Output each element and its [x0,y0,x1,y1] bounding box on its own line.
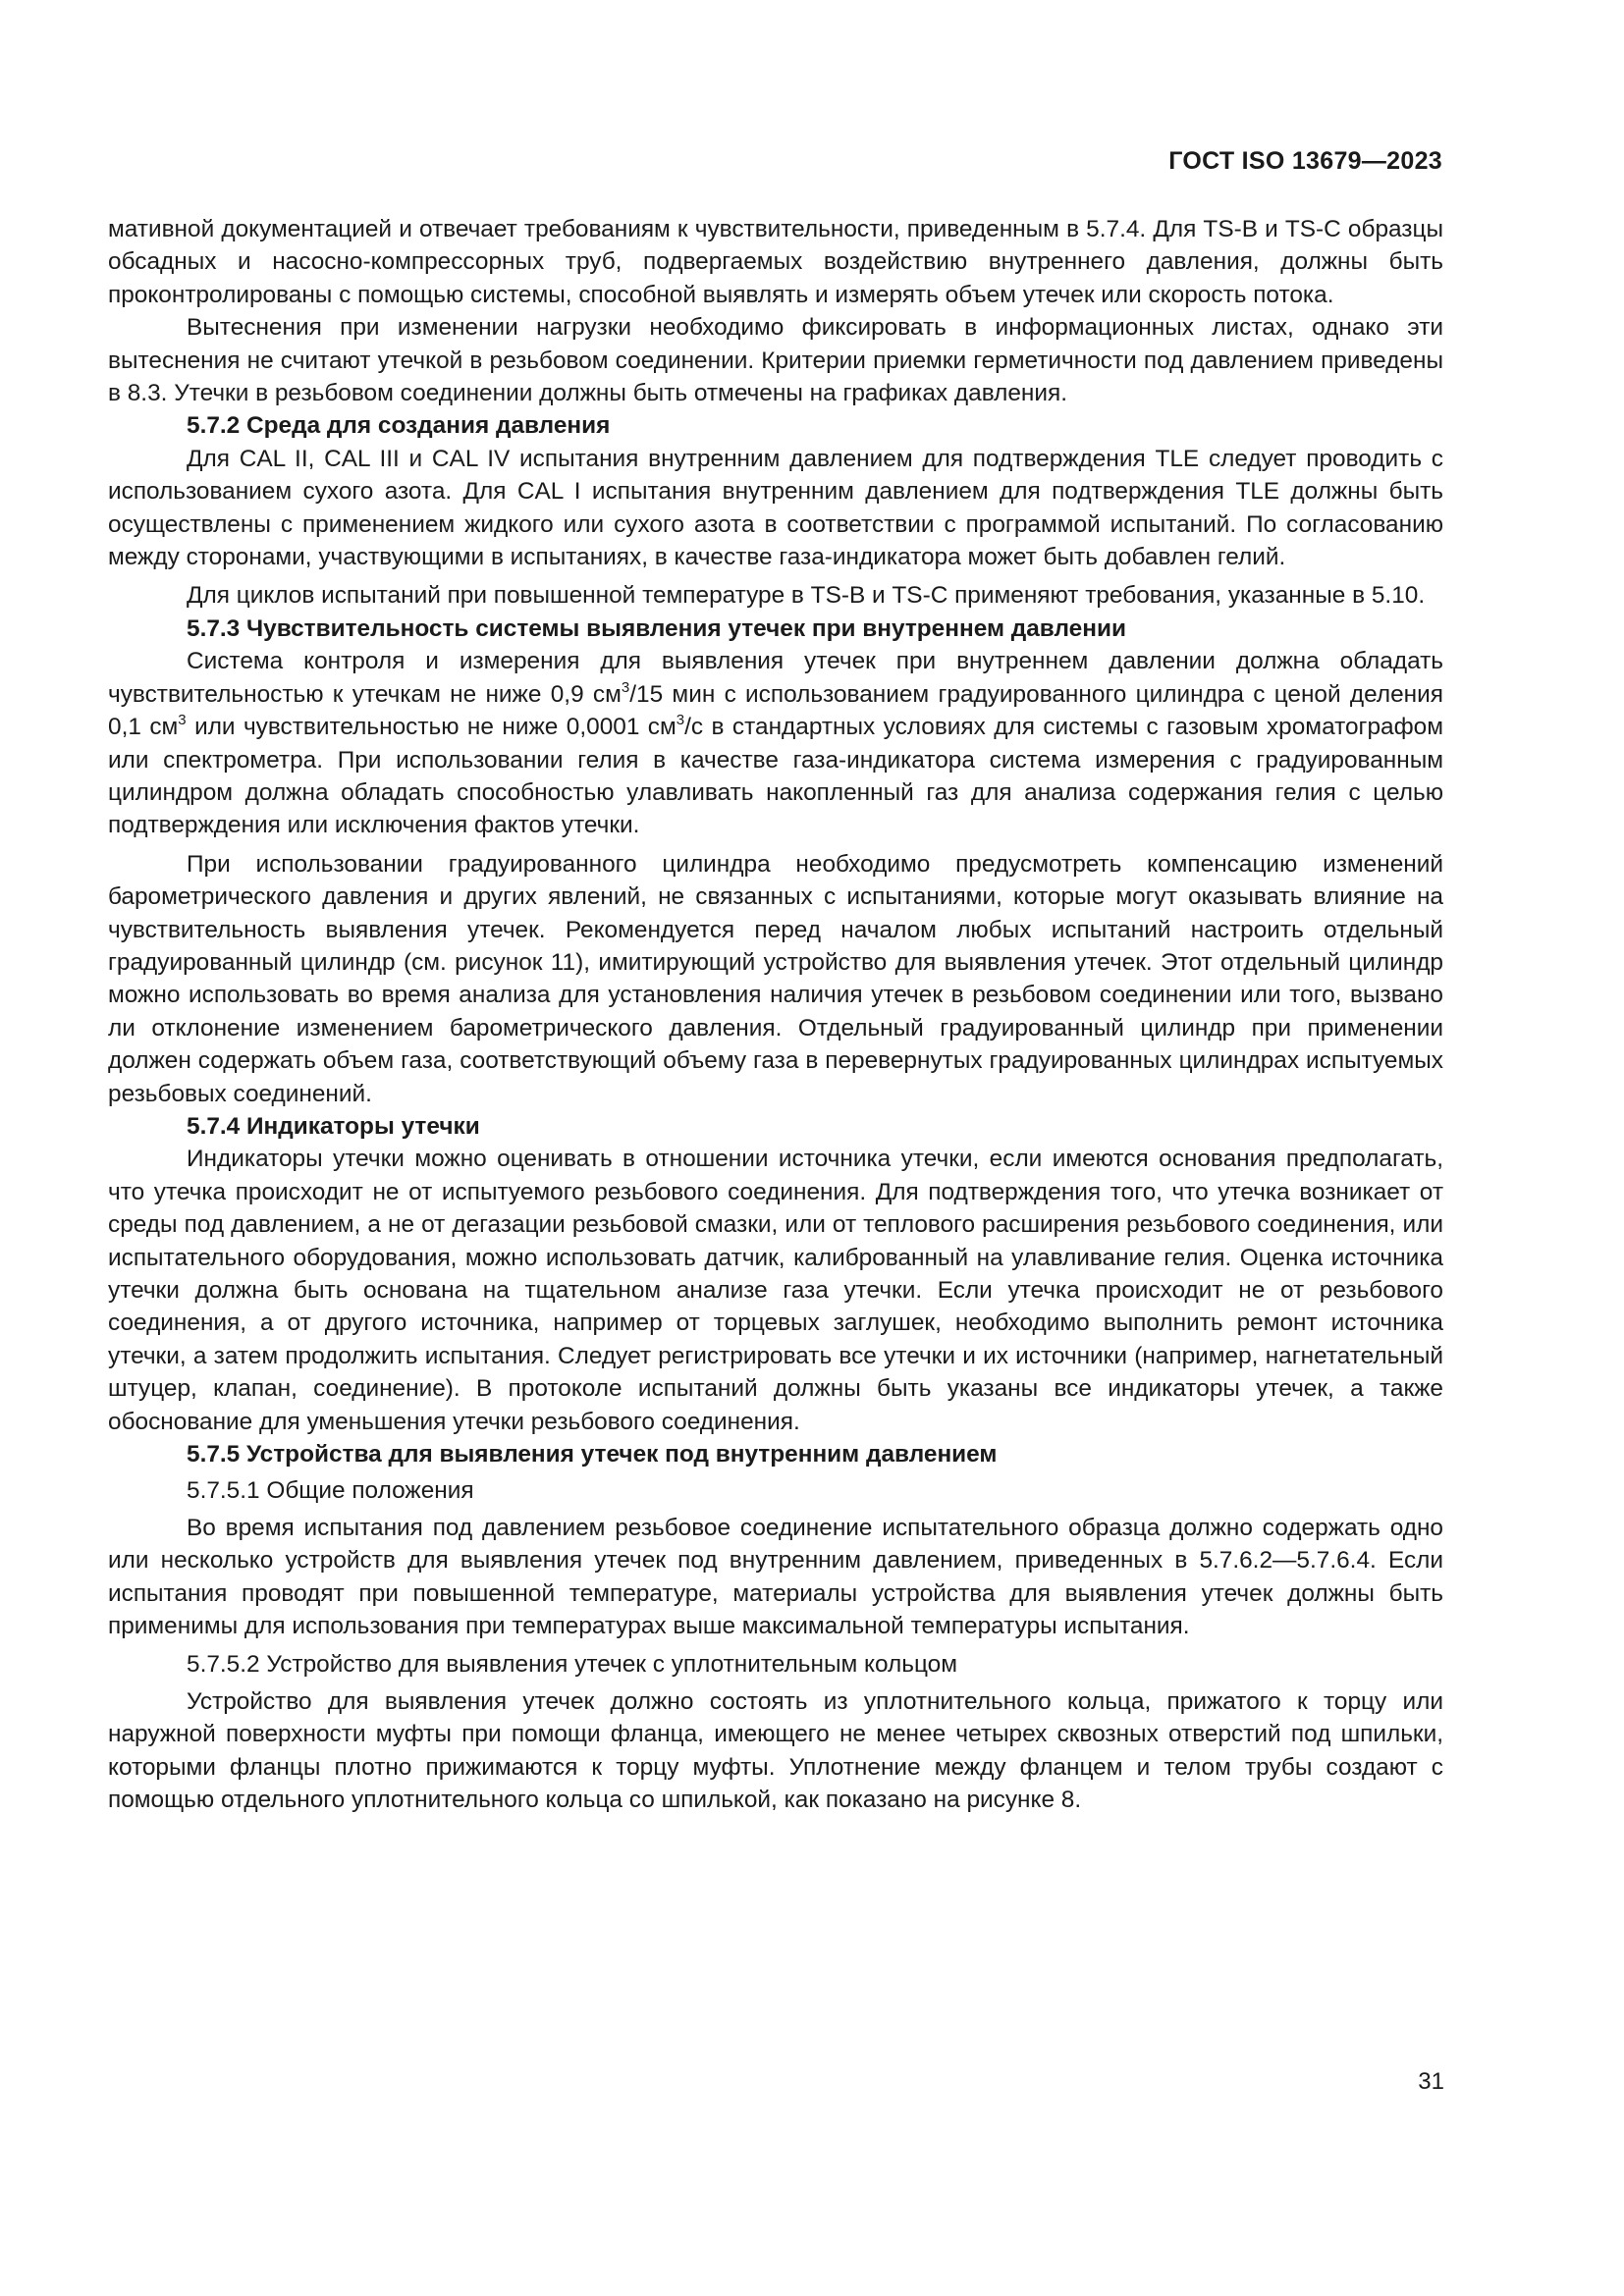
superscript: 3 [178,712,187,729]
paragraph: Вытеснения при изменении нагрузки необходимо фиксировать в информационных листах, однако эти вытеснения не считают утечкой в резьбовом соединении. Критерии приемки герметичности под давлением приведены в 8.3. Утечки в резьбовом соединении должны быть отмечены на графиках давления. [108,314,1443,407]
standard-header: ГОСТ ISO 13679—2023 [1168,147,1442,175]
text-run: Система контроля и измерения для выявления утечек при внутреннем давлении должна обладать чувствительностью к утечкам не ниже 0,9 см [108,648,1443,708]
paragraph: Устройство для выявления утечек должно состоять из уплотнительного кольца, прижатого к торцу или наружной поверхности муфты при помощи фланца, имеющего не менее четырех сквозных отверстий под шпильки, которыми фланцы плотно прижимаются к торцу муфты. Уплотнение между фланцем и телом трубы создают с помощью отдельного уплотнительного кольца со шпилькой, как показано на рисунке 8. [108,1687,1443,1814]
paragraph: Для CAL II, CAL III и CAL IV испытания внутренним давлением для подтверждения TLE следует проводить с использованием сухого азота. Для CAL I испытания внутренним давлением для подтверждения TLE должны быть осуществлены с применением жидкого или сухого азота в соответствии с программой испытаний. По согласованию между сторонами, участвующими в испытаниях, в качестве газа-индикатора может быть добавлен гелий. [108,445,1443,571]
subsection-heading-5-7-5-1: 5.7.5.1 Общие положения [187,1477,474,1505]
text-run: /с в стандартных условиях для системы с газовым хроматографом или спектрометра. При использовании гелия в качестве газа-индикатора система измерения с градуированным цилиндром должна обладать способностью улавливать накопленный газ для анализа содержания гелия с целью подтверждения или исключения фактов утечки. [108,714,1443,839]
section-heading-5-7-5: 5.7.5 Устройства для выявления утечек под внутренним давлением [187,1441,998,1468]
paragraph-sensitivity [108,645,1443,841]
paragraph: Во время испытания под давлением резьбовое соединение испытательного образца должно содержать одно или несколько устройств для выявления утечек под внутренним давлением, приведенных в 5.7.6.2—5.7.6.4. Если испытания проводят при повышенной температуре, материалы устройства для выявления утечек должны быть применимы для использования при температурах выше максимальной температуры испытания. [108,1514,1443,1640]
section-heading-5-7-3: 5.7.3 Чувствительность системы выявления утечек при внутреннем давлении [187,614,1126,642]
subsection-heading-5-7-5-2: 5.7.5.2 Устройство для выявления утечек с уплотнительным кольцом [187,1651,957,1679]
paragraph: При использовании градуированного цилиндра необходимо предусмотреть компенсацию изменений барометрического давления и других явлений, не связанных с испытаниями, которые могут оказывать влияние на чувствительность выявления утечек. Рекомендуется перед началом любых испытаний настроить отдельный градуированный цилиндр (см. рисунок 11), имитирующий устройство для выявления утечек. Этот отдельный цилиндр можно использовать во время анализа для установления наличия утечек в резьбовом соединении или того, вызвано ли отклонение изменением барометрического давления. Отдельный градуированный цилиндр при применении должен содержать объем газа, соответствующий объему газа в перевернутых градуированных цилиндрах испытуемых резьбовых соединений. [108,850,1443,1107]
paragraph: Индикаторы утечки можно оценивать в отношении источника утечки, если имеются основания предполагать, что утечка происходит не от испытуемого резьбового соединения. Для подтверждения того, что утечка возникает от среды под давлением, а не от дегазации резьбовой смазки, или от теплового расширения резьбового соединения, или испытательного оборудования, можно использовать датчик, калиброванный на улавливание гелия. Оценка источника утечки должна быть основана на тщательном анализе газа утечки. Если утечка происходит не от резьбового соединения, а от другого источника, например от торцевых заглушек, необходимо выполнить ремонт источника утечки, а затем продолжить испытания. Следует регистрировать все утечки и их источники (например, нагнетательный штуцер, клапан, соединение). В протоколе испытаний должны быть указаны все индикаторы утечек, а также обоснование для уменьшения утечки резьбового соединения. [108,1146,1443,1435]
superscript: 3 [676,712,685,729]
text-run: /15 мин с использованием градуированного цилиндра с ценой деления 0,1 см [108,680,1443,741]
document-body [108,213,1443,1817]
text-run: или чувствительностью не ниже 0,0001 см [186,714,677,741]
paragraph: Для циклов испытаний при повышенной температуре в TS-B и TS-C применяют требования, указанные в 5.10. [187,582,1426,610]
paragraph-continuation: мативной документацией и отвечает требованиям к чувствительности, приведенным в 5.7.4. Для TS-B и TS-C образцы обсадных и насосно-компрессорных труб, подвергаемых воздействию внутреннего давления, должны быть проконтролированы с помощью системы, способной выявлять и измерять объем утечек или скорость потока. [108,216,1443,308]
section-heading-5-7-4: 5.7.4 Индикаторы утечки [187,1112,480,1140]
page-number: 31 [1418,2068,1444,2095]
superscript: 3 [621,678,630,696]
section-heading-5-7-2: 5.7.2 Среда для создания давления [187,412,611,440]
